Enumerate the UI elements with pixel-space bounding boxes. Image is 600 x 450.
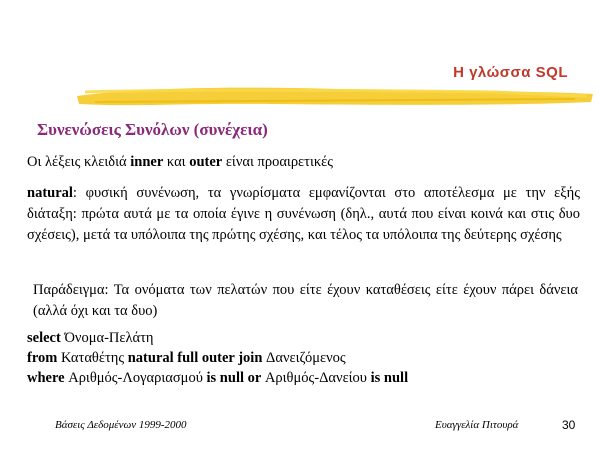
paragraph-example: Παράδειγμα: Τα ονόματα των πελατών που είτε έχουν καταθέσεις είτε έχουν πάρει δάνεια (αλλά όχι και τα δυο) xyxy=(33,282,578,319)
highlighter-brush-stroke xyxy=(75,80,595,112)
slide-header-title: Η γλώσσα SQL xyxy=(453,64,568,81)
page-number: 30 xyxy=(562,418,576,432)
query-line-from: from Καταθέτης natural full outer join Δανειζόμενος xyxy=(27,350,346,366)
footer-course: Βάσεις Δεδομένων 1999-2000 xyxy=(55,419,187,431)
query-line-where: where Αριθμός-Λογαριασμού is null or Αριθμός-Δανείου is null xyxy=(27,370,409,386)
query-line-select: select Όνομα-Πελάτη xyxy=(27,330,154,346)
sql-query-block xyxy=(27,328,408,388)
footer-author: Ευαγγελία Πιτουρά xyxy=(435,419,519,431)
slide-subtitle: Συνενώσεις Συνόλων (συνέχεια) xyxy=(37,120,268,139)
paragraph-keywords: Οι λέξεις κλειδιά inner και outer είναι προαιρετικές xyxy=(27,154,334,170)
paragraph-natural-join: natural: φυσική συνένωση, τα γνωρίσματα εμφανίζονται στο αποτέλεσμα με την εξής διάταξη: πρώτα αυτά με τα οποία έγινε η συνένωση (δηλ., αυτά που είναι κοινά και στις δυο σχέσεις), μετά τα υπόλοιπα της πρώτης σχέσης, και τέλος τα υπόλοιπα της δεύτερης σχέσης xyxy=(27,185,580,243)
